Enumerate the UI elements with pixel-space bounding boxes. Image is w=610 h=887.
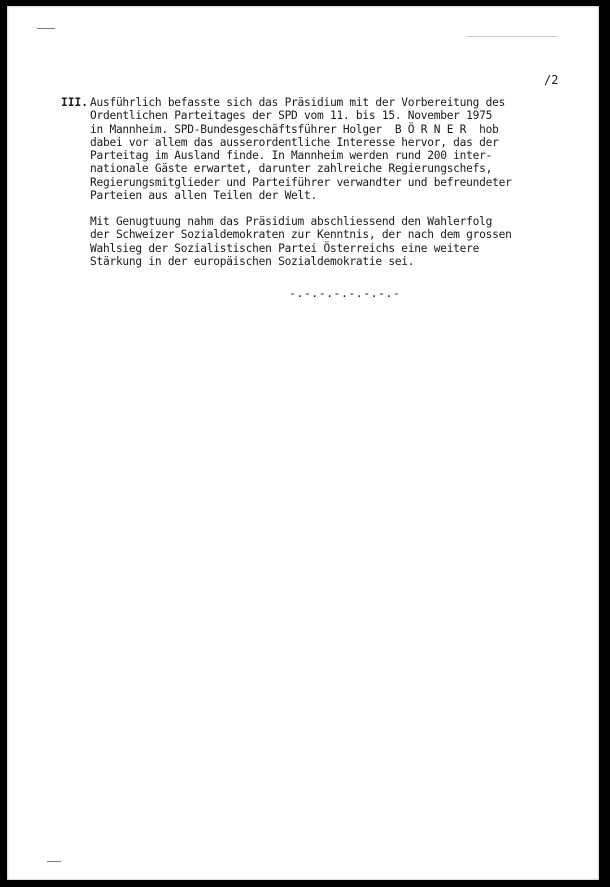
text-line: Parteien aus allen Teilen der Welt. <box>90 189 317 203</box>
text-line: Ordentlichen Parteitages der SPD vom 11. bis 15. November 1975 <box>90 109 493 123</box>
text-line: Wahlsieg der Sozialistischen Partei Österreichs eine weitere <box>90 241 480 255</box>
text-line: Ausführlich befasste sich das Präsidium mit der Vorbereitung des <box>90 96 506 109</box>
paragraph-party-conference <box>90 96 580 202</box>
scan-speck <box>467 36 557 37</box>
text-line: Parteitag im Ausland finde. In Mannheim werden rund 200 inter- <box>90 149 493 163</box>
text-line: in Mannheim. SPD-Bundesgeschäftsführer Holger B Ö R N E R hob <box>90 122 499 136</box>
text-line: Regierungsmitglieder und Parteiführer verwandter und befreundeter <box>90 175 512 189</box>
text-line: Mit Genugtuung nahm das Präsidium abschliessend den Wahlerfolg <box>90 215 493 228</box>
text-line: nationale Gäste erwartet, darunter zahlreiche Regierungschefs, <box>90 162 493 176</box>
document-page <box>7 6 599 880</box>
text-line: Stärkung in der europäischen Sozialdemokratie sei. <box>90 254 415 268</box>
page-number: /2 <box>544 73 559 87</box>
text-line: dabei vor allem das ausserordentliche Interesse hervor, das der <box>90 135 499 149</box>
section-marker: III. <box>61 96 88 109</box>
scan-speck <box>47 861 61 862</box>
text-line: der Schweizer Sozialdemokraten zur Kenntnis, der nach dem grossen <box>90 228 512 242</box>
end-separator: -.-.-.-.-.-.-.- <box>289 286 401 300</box>
paragraph-election-success <box>90 215 580 268</box>
scan-speck <box>37 28 55 29</box>
